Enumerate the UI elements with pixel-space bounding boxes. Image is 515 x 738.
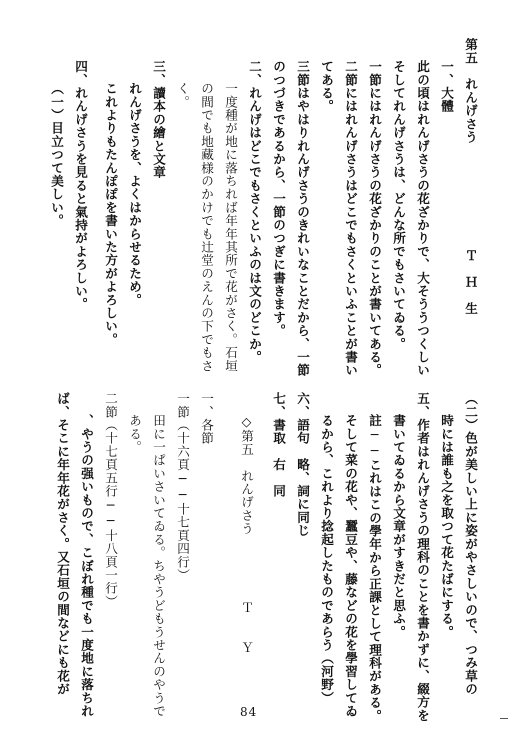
- text-column: 田に一ぱいさいてゐる。ちやうどもうせんのやうで: [151, 414, 166, 718]
- section-heading: 七、書取 右 同: [271, 392, 286, 498]
- text-column: （一）目立つて美しい。: [49, 82, 64, 228]
- section-heading: 四、れんげさうを見ると氣持がよろしい。: [73, 60, 88, 311]
- section-heading: 五、作者はれんげさうの理科のことを書かずに、綴方を: [415, 392, 430, 722]
- text-column: 二節にはれんげさうはどこでもさくといふことが書い: [343, 60, 358, 377]
- page-number: 84: [240, 705, 258, 719]
- note-column: 註──これはこの學年から正課として理科がある。: [367, 414, 382, 723]
- section-heading: 二、れんげはどこでもさくといふのは文のどこか。: [247, 60, 262, 364]
- text-column: 時には誰も之を取つて花たばにする。: [439, 414, 454, 639]
- section-heading: 一、各節: [199, 392, 214, 445]
- text-column: （二）色が美しい上に姿がやさしいので、つみ草の: [463, 392, 478, 696]
- section-heading: 三、讀本の繪と文章: [151, 60, 166, 179]
- text-column: 一度種が地に落ちれば年年其所で花がさく。石垣: [223, 82, 238, 373]
- text-column: のつづきであるから、一節のつぎに書きます。: [271, 60, 286, 338]
- article-title: ◇第五 れんげさう Ｔ Ｙ: [239, 414, 254, 654]
- text-column: 書いてゐるから文章がすきだと思ふ。: [391, 414, 406, 639]
- text-column: 一節にはれんげさうの花ざかりのことが書いてある。: [367, 60, 382, 377]
- text-column: れんげさうを、よくはからせるため。: [127, 82, 142, 307]
- edge-mark: [500, 718, 508, 719]
- section-heading: 六、語句 略、詞に同じ: [295, 392, 310, 538]
- text-column: ば、そこに年年花がさく。又石垣の間などにも花が: [55, 392, 70, 696]
- note-column: そして菜の花や、蠶豆や、藤などの花を學習してゐ: [343, 414, 358, 718]
- subsection-heading: 一節（十六頁──十七頁四行）: [175, 392, 190, 582]
- text-column: ある。: [127, 414, 142, 454]
- text-column: そしてれんげさうは、どんな所でもさいてゐる。: [391, 60, 406, 351]
- section-heading: 一、大體: [439, 60, 454, 113]
- text-column: 三節はやはりれんげさうのきれいなことだから、一節: [295, 60, 310, 377]
- text-column: てある。: [319, 60, 334, 113]
- note-column: るから、これより捻起したものであらう（河野）: [319, 414, 334, 705]
- text-column: 、やうの强いもので、こぼれ種でも一度地に落ちれ: [79, 414, 94, 718]
- article-title: 第五 れんげさう Ｔ Ｈ 生: [463, 38, 478, 316]
- text-column: の間でも地藏様のかけでも辻堂のえんの下でもさ: [199, 82, 214, 373]
- subsection-heading: 二節（十七頁五行──十八頁一行）: [103, 392, 118, 608]
- text-column: く。: [175, 82, 190, 109]
- text-column: これよりもたんぽぽを書いた方がよろしい。: [103, 82, 118, 346]
- text-column: 此の頃はれんげさうの花ざかりで、大そううつくしい: [415, 60, 430, 377]
